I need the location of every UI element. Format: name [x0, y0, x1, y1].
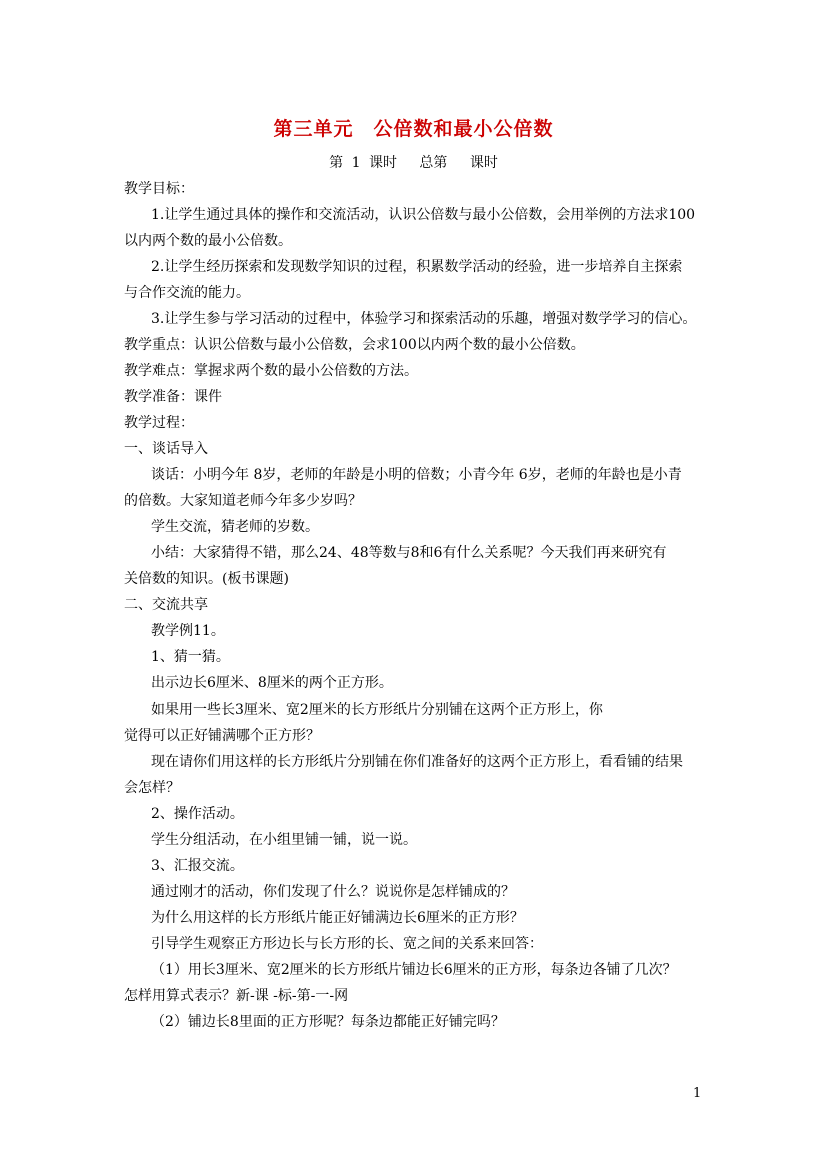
lesson-subtitle: 第 1 课时 总第 课时 [329, 155, 498, 171]
text-line: 教学重点：认识公倍数与最小公倍数，会求100以内两个数的最小公倍数。 [124, 337, 585, 353]
text-line: 教学过程： [124, 415, 194, 431]
text-line: （2）铺边长8里面的正方形呢？每条边都能正好铺完吗？ [151, 1014, 505, 1030]
text-line: 关倍数的知识。(板书课题) [124, 571, 289, 587]
text-line: 学生分组活动，在小组里铺一铺，说一说。 [151, 832, 417, 848]
text-line: 2.让学生经历探索和发现数学知识的过程，积累数学活动的经验，进一步培养自主探索 [151, 259, 683, 275]
text-line: 学生交流，猜老师的岁数。 [151, 519, 319, 535]
page-number: 1 [693, 1086, 702, 1101]
text-line: 1、猜一猜。 [151, 649, 230, 665]
text-line: 出示边长6厘米、8厘米的两个正方形。 [151, 675, 393, 691]
text-line: 小结：大家猜得不错，那么24、48等数与8和6有什么关系呢？今天我们再来研究有 [151, 545, 667, 561]
text-line: 2、操作活动。 [151, 806, 244, 822]
text-line: 谈话：小明今年 8岁，老师的年龄是小明的倍数；小青今年 6岁，老师的年龄也是小青 [151, 467, 682, 483]
section-heading: 一、谈话导入 [124, 441, 208, 457]
text-line: 会怎样？ [124, 780, 180, 796]
section-heading: 二、交流共享 [124, 597, 208, 613]
document-title: 第三单元 公倍数和最小公倍数 [273, 118, 554, 140]
text-line: 为什么用这样的长方形纸片能正好铺满边长6厘米的正方形？ [151, 910, 524, 926]
text-line: 3.让学生参与学习活动的过程中，体验学习和探索活动的乐趣，增强对数学学习的信心。 [151, 311, 697, 327]
text-line: 现在请你们用这样的长方形纸片分别铺在你们准备好的这两个正方形上，看看铺的结果 [151, 754, 683, 770]
text-line: 以内两个数的最小公倍数。 [124, 233, 292, 249]
text-line: （1）用长3厘米、宽2厘米的长方形纸片铺边长6厘米的正方形，每条边各铺了几次？ [151, 962, 677, 978]
text-line: 觉得可以正好铺满哪个正方形？ [124, 728, 320, 744]
text-line: 教学准备：课件 [124, 389, 222, 405]
text-line: 与合作交流的能力。 [124, 285, 250, 301]
text-line: 1.让学生通过具体的操作和交流活动，认识公倍数与最小公倍数，会用举例的方法求100 [151, 207, 696, 223]
text-line: 怎样用算式表示？新-课 -标-第-一-网 [124, 988, 349, 1004]
text-line: 引导学生观察正方形边长与长方形的长、宽之间的关系来回答： [151, 936, 543, 952]
text-line: 教学例11。 [151, 623, 225, 639]
text-line: 的倍数。大家知道老师今年多少岁吗？ [124, 493, 362, 509]
text-line: 教学目标： [124, 181, 194, 197]
text-line: 通过刚才的活动，你们发现了什么？说说你是怎样铺成的？ [151, 884, 515, 900]
text-line: 3、汇报交流。 [151, 858, 244, 874]
text-line: 教学难点：掌握求两个数的最小公倍数的方法。 [124, 363, 418, 379]
text-line: 如果用一些长3厘米、宽2厘米的长方形纸片分别铺在这两个正方形上，你 [151, 702, 603, 718]
